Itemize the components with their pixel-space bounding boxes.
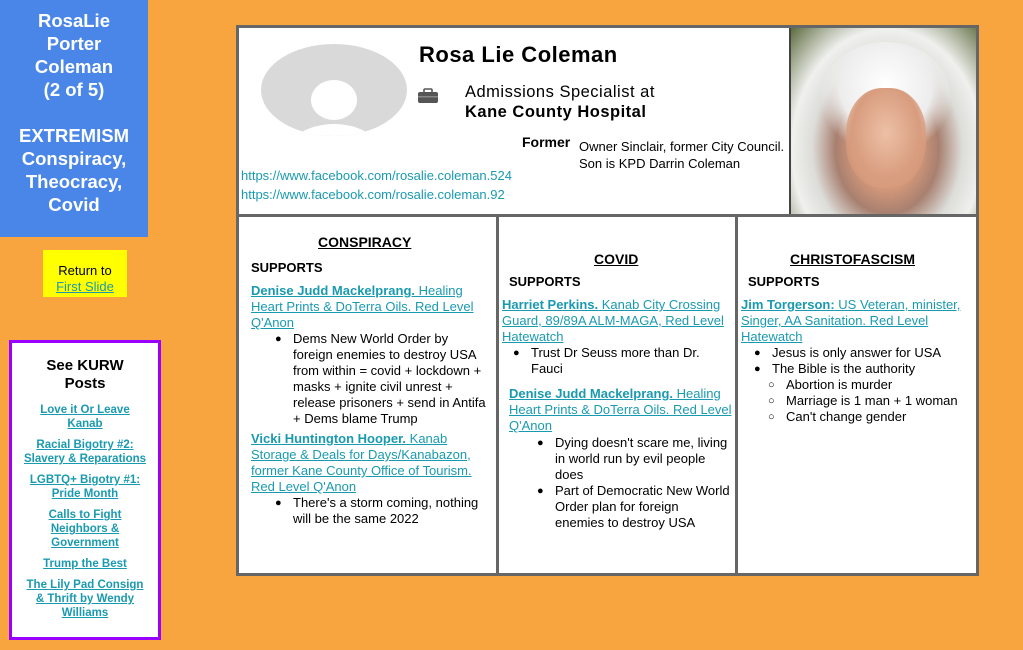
bullet-item: ● Dems New World Order by foreign enemies to destroy USA from within = covid + lockdown + masks + ignite civil unrest + release prisoners + send in Antifa + Dems blame Trump xyxy=(271,331,491,427)
profile-header xyxy=(236,25,979,217)
job-title xyxy=(465,82,655,122)
slide-title xyxy=(0,0,148,237)
person-link-denise[interactable] xyxy=(251,283,474,330)
kurw-title xyxy=(12,357,158,393)
title-line: EXTREMISM xyxy=(19,125,129,146)
title-line: Conspiracy, xyxy=(21,148,127,169)
person-name: Vicki Huntington Hooper. xyxy=(251,431,407,446)
kurw-link-lgbtq-bigotry[interactable]: LGBTQ+ Bigotry #1: Pride Month xyxy=(29,474,141,500)
portrait-photo xyxy=(789,28,976,214)
title-line: Theocracy, xyxy=(25,171,123,192)
supports-label: SUPPORTS xyxy=(509,274,581,289)
person-name: Denise Judd Mackelprang. xyxy=(251,283,415,298)
sub-bullet-item: ○ Abortion is murder xyxy=(750,377,972,393)
kurw-title-line: See KURW xyxy=(46,357,124,374)
person-desc: Kanab Storage & Deals for Days/Kanabazon, former Kane County Office of Tourism. Red Level Q'Anon xyxy=(251,431,472,494)
kurw-link-racial-bigotry[interactable]: Racial Bigotry #2: Slavery & Reparations xyxy=(23,439,147,465)
bullet-item: ● Part of Democratic New World Order plan for foreign enemies to destroy USA xyxy=(533,483,731,531)
entry-denise xyxy=(251,283,495,331)
person-link-harriet[interactable] xyxy=(502,297,724,344)
profile-name: Rosa Lie Coleman xyxy=(419,42,618,67)
facebook-link-92[interactable]: https://www.facebook.com/rosalie.coleman.92 xyxy=(241,187,505,202)
heading-covid: COVID xyxy=(594,251,639,267)
person-link-vicki[interactable] xyxy=(251,431,472,494)
kurw-link-calls-to-fight[interactable]: Calls to Fight Neighbors & Government xyxy=(48,509,122,549)
person-desc: Healing Heart Prints & DoTerra Oils. Red Level Q'Anon xyxy=(251,283,474,330)
entry-harriet xyxy=(502,297,734,345)
title-line: RosaLie xyxy=(38,10,110,31)
title-line: (2 of 5) xyxy=(43,79,105,100)
former-line: Son is KPD Darrin Coleman xyxy=(579,156,741,171)
bullets-denise-covid xyxy=(533,435,731,531)
column-conspiracy xyxy=(239,217,499,573)
kurw-posts-panel xyxy=(9,340,161,640)
person-link-denise-covid[interactable] xyxy=(509,386,732,433)
bullet-item: ● Trust Dr Seuss more than Dr. Fauci xyxy=(509,345,731,377)
bullets-jim xyxy=(750,345,972,425)
person-name: Jim Torgerson: xyxy=(741,297,835,312)
person-desc: Kanab City Crossing Guard, 89/89A ALM-MAGA, Red Level Hatewatch xyxy=(502,297,724,344)
former-line: Owner Sinclair, former City Council. xyxy=(579,139,785,154)
briefcase-icon xyxy=(417,88,439,104)
bullet-item: ● Dying doesn't scare me, living in world run by evil people does xyxy=(533,435,731,483)
bullets-denise xyxy=(271,331,491,427)
sub-bullet-item: ○ Marriage is 1 man + 1 woman xyxy=(750,393,972,409)
former-details xyxy=(579,138,784,172)
kurw-link-lily-pad[interactable]: The Lily Pad Consign & Thrift by Wendy Williams xyxy=(26,579,144,619)
title-spacer xyxy=(0,101,148,124)
heading-conspiracy: CONSPIRACY xyxy=(318,234,412,250)
supports-label: SUPPORTS xyxy=(748,274,820,289)
former-label: Former xyxy=(522,134,571,150)
bullet-item: ● Jesus is only answer for USA xyxy=(750,345,972,361)
heading-christofascism: CHRISTOFASCISM xyxy=(790,251,915,267)
bullets-harriet xyxy=(509,345,731,377)
facebook-link-524[interactable]: https://www.facebook.com/rosalie.coleman.524 xyxy=(241,168,512,183)
job-employer: Kane County Hospital xyxy=(465,103,647,121)
sub-bullet-item: ○ Can't change gender xyxy=(750,409,972,425)
column-covid xyxy=(499,217,738,573)
topics-table xyxy=(236,214,979,576)
kurw-link-trump-the-best[interactable]: Trump the Best xyxy=(43,558,127,570)
person-name: Harriet Perkins. xyxy=(502,297,599,312)
job-line: Admissions Specialist at xyxy=(465,83,655,101)
column-christofascism xyxy=(738,217,976,573)
supports-label: SUPPORTS xyxy=(251,260,323,275)
person-name: Denise Judd Mackelprang. xyxy=(509,386,673,401)
return-label: Return to xyxy=(58,263,112,278)
avatar-placeholder-icon xyxy=(261,44,407,136)
bullet-item: ● The Bible is the authority xyxy=(750,361,972,377)
entry-vicki xyxy=(251,431,495,495)
entry-denise-covid xyxy=(509,386,735,434)
title-line: Coleman xyxy=(34,56,114,77)
first-slide-link[interactable]: First Slide xyxy=(56,279,114,294)
bullet-item: ● There's a storm coming, nothing will be the same 2022 xyxy=(271,495,491,527)
title-line: Covid xyxy=(48,194,100,215)
entry-jim xyxy=(741,297,973,345)
person-link-jim[interactable] xyxy=(741,297,960,344)
bullets-vicki xyxy=(271,495,491,527)
return-box xyxy=(43,250,127,297)
person-desc: Healing Heart Prints & DoTerra Oils. Red Level Q'Anon xyxy=(509,386,732,433)
kurw-title-line: Posts xyxy=(64,375,106,392)
kurw-link-love-it-or-leave[interactable]: Love it Or Leave Kanab xyxy=(40,404,130,430)
person-desc: US Veteran, minister, Singer, AA Sanitation. Red Level Hatewatch xyxy=(741,297,961,344)
title-line: Porter xyxy=(46,33,102,54)
